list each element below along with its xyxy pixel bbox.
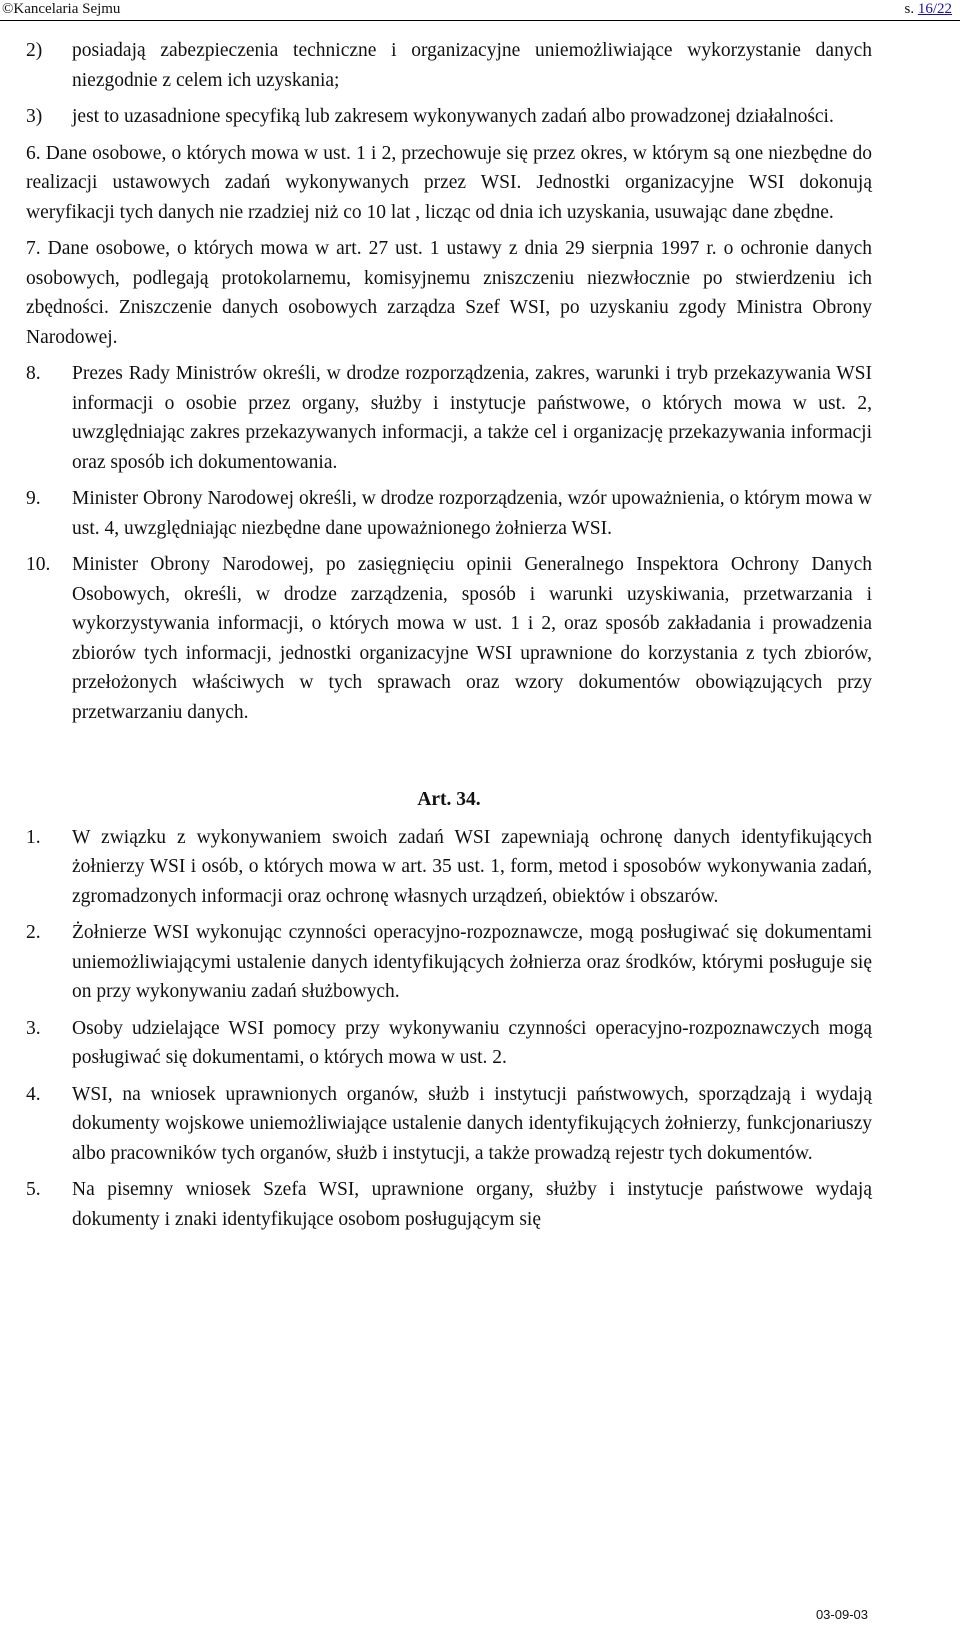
list-item xyxy=(26,550,872,727)
paragraph: 6. Dane osobowe, o których mowa w ust. 1 i 2, przechowuje się przez okres, w którym są one niezbędne do realizacji ustawowych zadań wykonywanych przez WSI. Jednostki organizacyjne WSI dokonują weryfikacji tych danych nie rzadziej niż co 10 lat , licząc od dnia ich uzyskania, usuwając dane zbędne. xyxy=(26,142,872,223)
page-number-prefix: s. xyxy=(904,1,918,17)
item-number: 4. xyxy=(26,1083,41,1105)
item-text: jest to uzasadnione specyfiką lub zakresem wykonywanych zadań albo prowadzonej działalności. xyxy=(72,106,834,127)
list-item xyxy=(26,1014,872,1073)
item-text: posiadają zabezpieczenia techniczne i organizacyjne uniemożliwiające wykorzystanie danych niezgodnie z celem ich uzyskania; xyxy=(72,40,872,91)
item-number: 3) xyxy=(26,106,43,127)
item-text: Osoby udzielające WSI pomocy przy wykonywaniu czynności operacyjno-rozpoznawczych mogą posługiwać się dokumentami, o których mowa w ust. 2. xyxy=(72,1017,872,1068)
list-item xyxy=(26,823,872,912)
item-text: Minister Obrony Narodowej, po zasięgnięciu opinii Generalnego Inspektora Ochrony Danych Osobowych, określi, w drodze zarządzenia, sposób i warunki uzyskiwania, przetwarzania i wykorzystywania informacji, o których mowa w ust. 1 i 2, oraz sposób zakładania i prowadzenia zbiorów tych informacji, jednostki organizacyjne WSI uprawnione do korzystania z tych zbiorów, przełożonych właściwych w tych sprawach oraz wzory dokumentów obowiązujących przy przetwarzaniu danych. xyxy=(72,554,872,723)
list-item xyxy=(26,1080,872,1169)
item-number: 3. xyxy=(26,1017,41,1039)
list-item xyxy=(26,359,872,477)
list-item xyxy=(26,1175,872,1234)
item-number: 2) xyxy=(26,40,43,61)
article-title: Art. 34. xyxy=(417,789,481,810)
item-text: Prezes Rady Ministrów określi, w drodze rozporządzenia, zakres, warunki i tryb przekazywania WSI informacji o osobie przez organy, służby i instytucje państwowe, o których mowa w ust. 2, uwzględniając zakres przekazywanych informacji, a także cel i organizację przekazywania informacji oraz sposób ich dokumentowania. xyxy=(72,363,872,473)
list-item xyxy=(26,484,872,543)
item-number: 2. xyxy=(26,922,41,943)
item-number: 9. xyxy=(26,488,41,509)
page-number xyxy=(904,0,952,18)
item-number: 5. xyxy=(26,1179,41,1200)
list-item xyxy=(26,918,872,1007)
list-item xyxy=(26,102,872,132)
item-number: 1. xyxy=(26,826,41,848)
item-text: W związku z wykonywaniem swoich zadań WSI zapewniają ochronę danych identyfikujących żołnierzy WSI i osób, o których mowa w art. 35 ust. 1, form, metod i sposobów wykonywania zadań, zgromadzonych informacji oraz ochronę własnych urządzeń, obiektów i obszarów. xyxy=(72,826,872,907)
footer-date: 03-09-03 xyxy=(815,1607,868,1622)
item-text: Minister Obrony Narodowej określi, w drodze rozporządzenia, wzór upoważnienia, o którym mowa w ust. 4, uwzględniając niezbędne dane upoważnionego żołnierza WSI. xyxy=(72,488,872,539)
page-link[interactable]: 16/22 xyxy=(917,1,952,17)
page-header xyxy=(0,0,960,21)
list-item xyxy=(26,36,872,95)
document-body xyxy=(26,36,872,1241)
item-text: Żołnierze WSI wykonując czynności operacyjno-rozpoznawcze, mogą posługiwać się dokumentami uniemożliwiającymi ustalenie danych identyfikujących żołnierza oraz środków, którymi posługuje się on przy wykonywaniu zadań służbowych. xyxy=(72,922,872,1002)
item-number: 8. xyxy=(26,363,41,384)
source-label: ©Kancelaria Sejmu xyxy=(2,1,121,17)
item-text: Na pisemny wniosek Szefa WSI, uprawnione organy, służby i instytucje państwowe wydają dokumenty i znaki identyfikujące osobom posługującym się xyxy=(72,1179,872,1230)
paragraph: 7. Dane osobowe, o których mowa w art. 27 ust. 1 ustawy z dnia 29 sierpnia 1997 r. o ochronie danych osobowych, podlegają protokolarnemu, komisyjnemu zniszczeniu niezwłocznie po stwierdzeniu ich zbędności. Zniszczenie danych osobowych zarządza Szef WSI, po uzyskaniu zgody Ministra Obrony Narodowej. xyxy=(26,238,872,348)
item-number: 10. xyxy=(26,554,51,575)
item-text: WSI, na wniosek uprawnionych organów, służb i instytucji państwowych, sporządzają i wydają dokumenty wojskowe uniemożliwiające ustalenie danych identyfikujących żołnierzy, funkcjonariuszy albo pracowników tych organów, służb i instytucji, a także prowadzą rejestr tych dokumentów. xyxy=(72,1083,872,1164)
